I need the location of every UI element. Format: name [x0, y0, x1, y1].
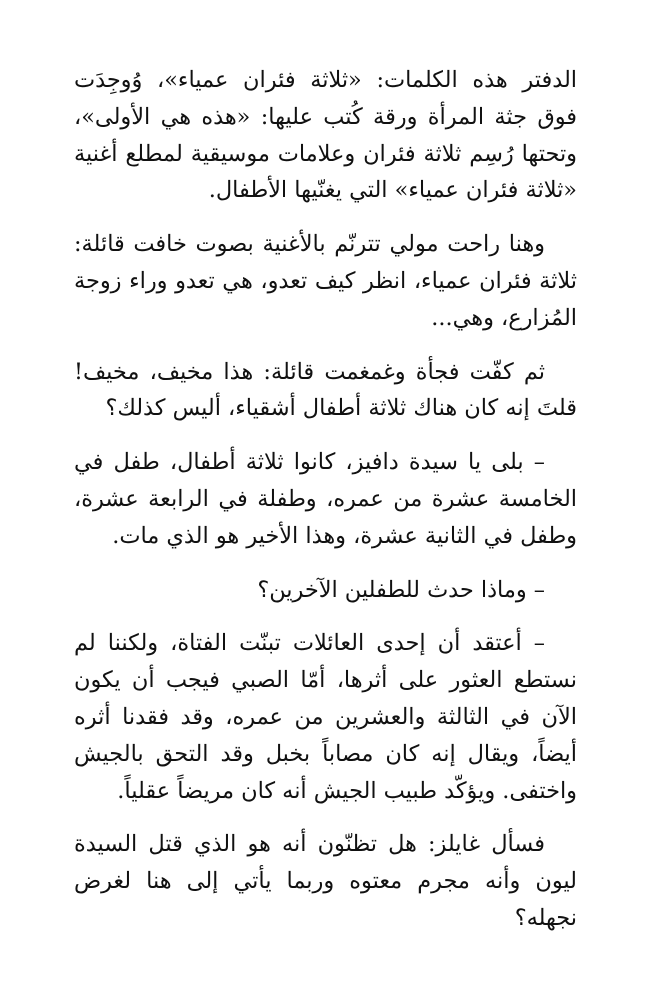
- paragraph-1: الدفتر هذه الكلمات: «ثلاثة فئران عمياء»، وُوجِدَت فوق جثة المرأة ورقة كُتب عليها: «هذه هي الأولى»، وتحتها رُسِم ثلاثة فئران وعلامات موسيقية لمطلع أغنية «ثلاثة فئران عمياء» التي يغنّيها الأطفال.: [74, 67, 577, 204]
- paragraph-3: ثم كفّت فجأة وغمغمت قائلة: هذا مخيف، مخيف! قلتَ إنه كان هناك ثلاثة أطفال أشقياء، أليس كذلك؟: [74, 358, 577, 422]
- paragraph-4: – بلى يا سيدة دافيز، كانوا ثلاثة أطفال، طفل في الخامسة عشرة من عمره، وطفلة في الرابعة عشرة، وطفل في الثانية عشرة، وهذا الأخير هو الذي مات.: [74, 449, 577, 549]
- paragraph-2: وهنا راحت مولي تترنّم بالأغنية بصوت خافت قائلة: ثلاثة فئران عمياء، انظر كيف تعدو، هي تعدو وراء زوجة المُزارع، وهي...: [74, 231, 577, 331]
- paragraph-6: – أعتقد أن إحدى العائلات تبنّت الفتاة، ولكننا لم نستطع العثور على أثرها، أمّا الصبي فيجب أن يكون الآن في الثالثة والعشرين من عمره، وقد فقدنا أثره أيضاً، ويقال إنه كان مصاباً بخبل وقد التحق بالجيش واختفى. ويؤكّد طبيب الجيش أنه كان مريضاً عقلياً.: [74, 630, 577, 804]
- paragraph-7: فسأل غايلز: هل تظنّون أنه هو الذي قتل السيدة ليون وأنه مجرم معتوه وربما يأتي إلى هنا لغرض نجهله؟: [74, 831, 577, 931]
- paragraph-5: – وماذا حدث للطفلين الآخرين؟: [257, 576, 545, 603]
- book-page-text: [74, 62, 577, 954]
